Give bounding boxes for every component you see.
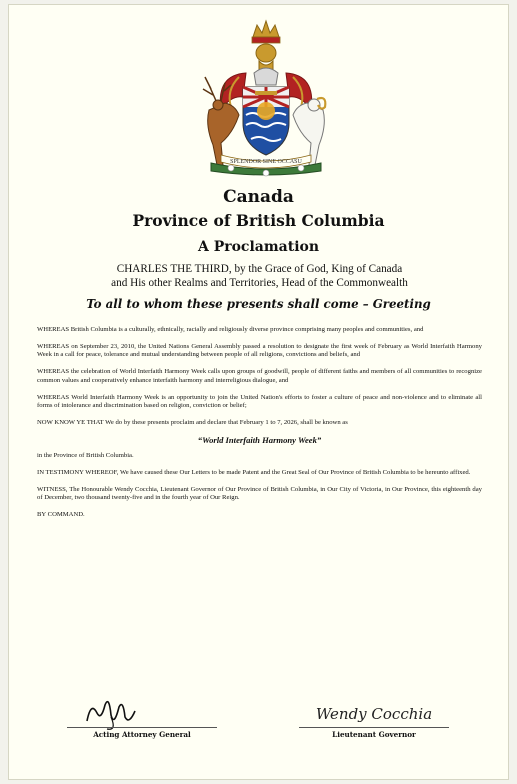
attorney-general-signature-line — [67, 727, 217, 728]
greeting-line: To all to whom these presents shall come – Greeting — [86, 297, 431, 311]
whereas-paragraph-1: WHEREAS British Columbia is a culturally, ethnically, racially and religiously diverse province comprising many peoples and communities, and — [37, 326, 424, 333]
whereas-paragraph-4: WHEREAS World Interfaith Harmony Week is an opportunity to join the United Nation's efforts to foster a culture of peace and non-violence and to eliminate all forms of intolerance and discrimination based on religion, conviction or belief; — [37, 393, 482, 410]
lieutenant-governor-signature-line — [299, 727, 449, 728]
now-know-ye-paragraph: NOW KNOW YE THAT We do by these presents proclaim and declare that February 1 to 7, 2026, shall be known as — [37, 418, 348, 426]
witness-paragraph: WITNESS, The Honourable Wendy Cocchia, Lieutenant Governor of Our Province of British Columbia, in Our City of Victoria, in Our Province, this eighteenth day of December, two thousand twenty-five and in the fourth year of Our Reign. — [37, 485, 482, 502]
event-title: “World Interfaith Harmony Week” — [197, 434, 322, 445]
province-paragraph: in the Province of British Columbia. — [37, 452, 134, 460]
lieutenant-governor-label: Lieutenant Governor — [332, 730, 416, 739]
coat-of-arms-icon — [191, 15, 341, 180]
by-command-paragraph: BY COMMAND. — [37, 511, 85, 519]
proclamation-body — [37, 326, 482, 528]
attorney-general-label: Acting Attorney General — [93, 730, 191, 739]
crest-motto: SPLENDOR SINE OCCASU — [230, 159, 302, 165]
proclamation-page — [8, 4, 509, 780]
country-heading: Canada — [223, 187, 294, 207]
sovereign-title — [49, 263, 470, 290]
proclamation-heading: A Proclamation — [197, 239, 320, 255]
province-heading: Province of British Columbia — [132, 211, 385, 230]
lieutenant-governor-signature: Wendy Cocchia — [315, 705, 433, 723]
testimony-paragraph: IN TESTIMONY WHEREOF, We have caused these Our Letters to be made Patent and the Great Seal of Our Province of British Columbia to be hereunto affixed. — [37, 469, 471, 477]
whereas-paragraph-3: WHEREAS the celebration of World Interfaith Harmony Week calls upon groups of goodwill, people of different faiths and members of all communities to recognize common values and cooperatively enhance interfaith harmony and interreligious dialogue, and — [37, 368, 482, 384]
sovereign-line-2: and His other Realms and Territories, Head of the Commonwealth — [111, 276, 408, 289]
sovereign-line-1: CHARLES THE THIRD, by the Grace of God, King of Canada — [116, 263, 403, 275]
lieutenant-governor-signature-icon — [299, 691, 449, 731]
whereas-paragraph-2: WHEREAS on September 23, 2010, the United Nations General Assembly passed a resolution to designate the first week of February as World Interfaith Harmony Week in a call for peace, tolerance and mutual understanding between people of all religions, convictions and beliefs, and — [37, 342, 482, 359]
attorney-general-signature-icon — [67, 691, 217, 731]
